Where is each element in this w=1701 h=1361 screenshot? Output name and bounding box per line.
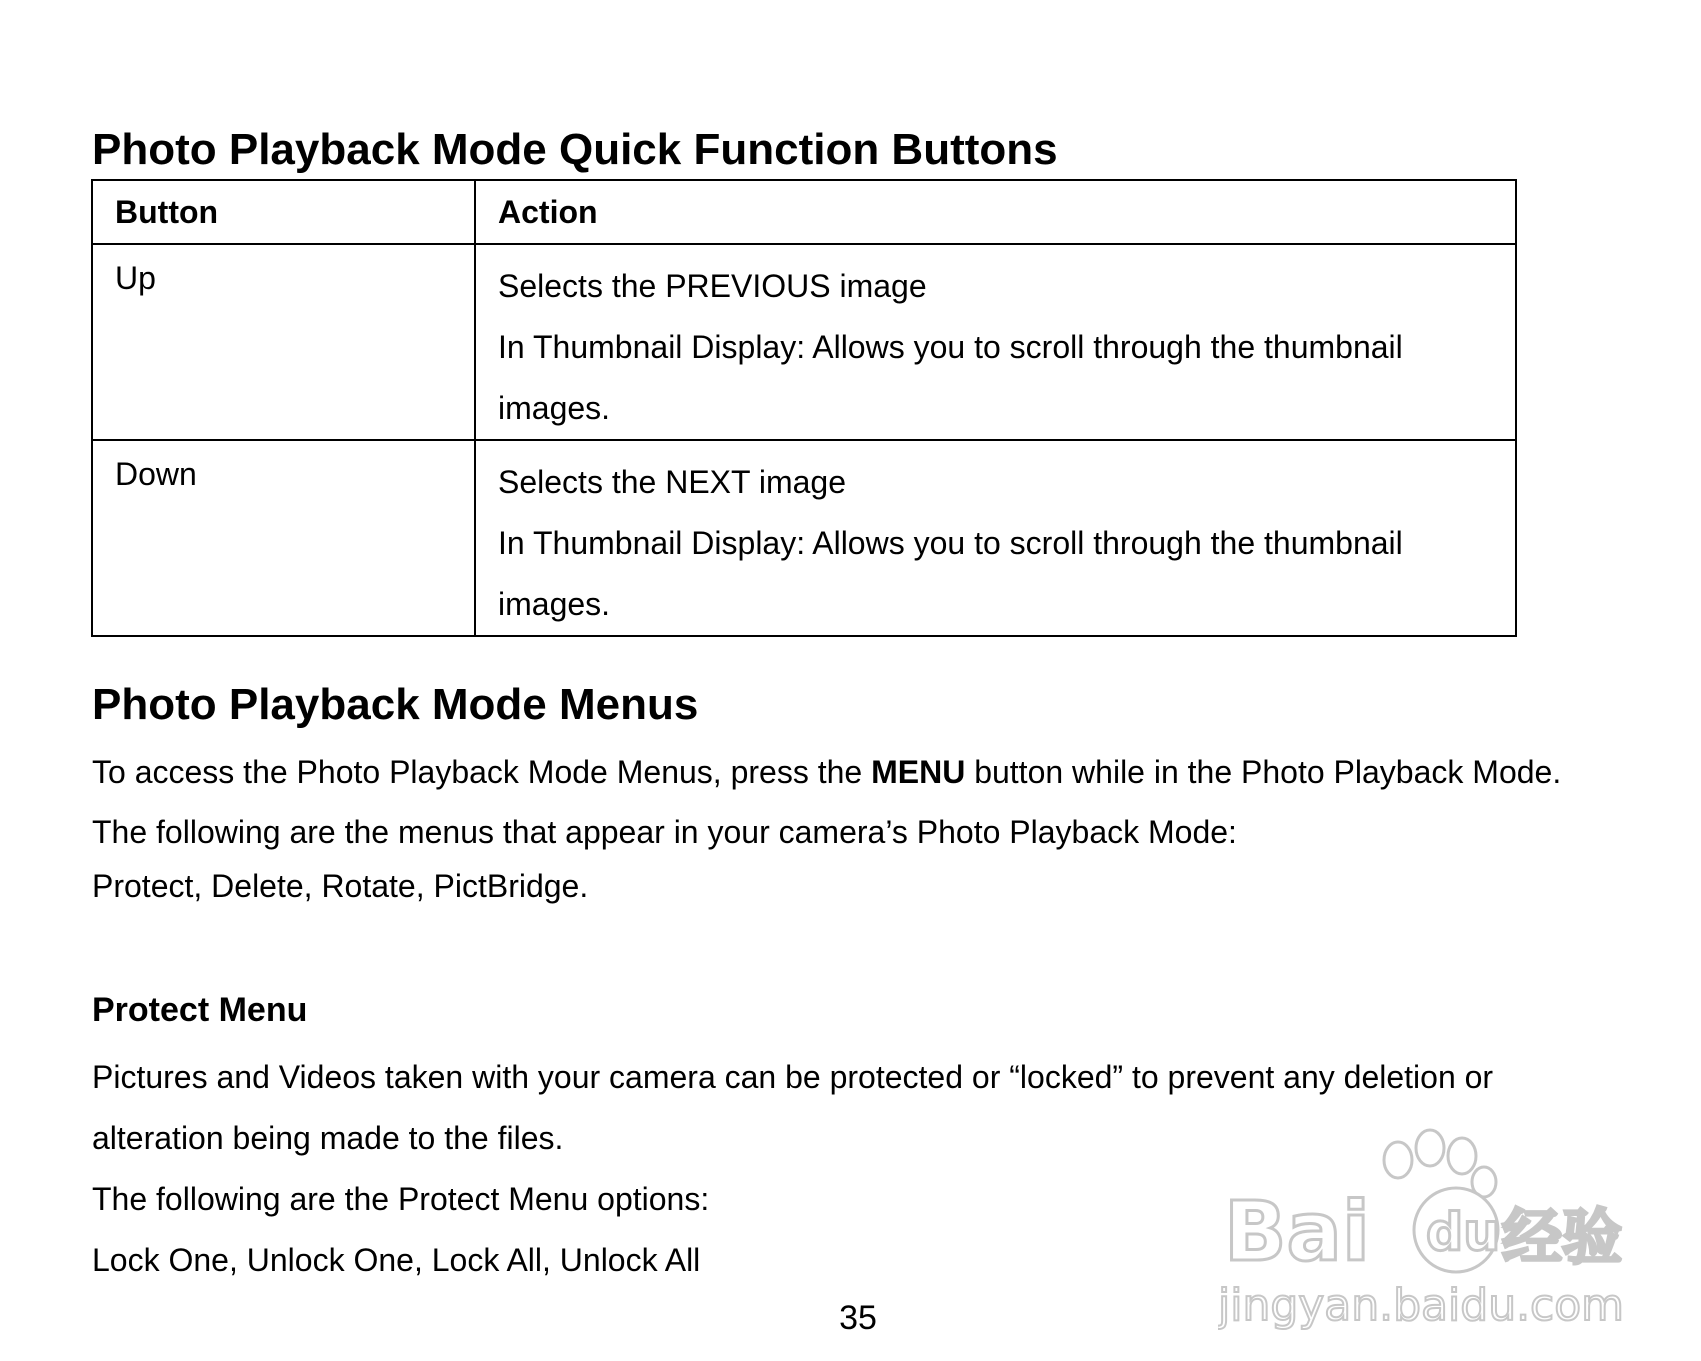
section-title-quick-function-buttons: Photo Playback Mode Quick Function Buttons xyxy=(92,125,1058,174)
section-title-protect-menu: Protect Menu xyxy=(92,991,308,1029)
page-number: 35 xyxy=(839,1299,877,1337)
svg-text:jingyan.baidu.com: jingyan.baidu.com xyxy=(1218,1280,1625,1331)
table-cell-button xyxy=(92,244,475,440)
table-cell-action xyxy=(475,244,1516,440)
table-header-button: Button xyxy=(92,180,475,244)
action-line: In Thumbnail Display: Allows you to scroll through the thumbnail xyxy=(498,329,1403,365)
access-text-post: button while in the Photo Playback Mode. xyxy=(965,754,1562,790)
section-title-playback-menus: Photo Playback Mode Menus xyxy=(92,680,699,729)
table-header-row xyxy=(92,180,1516,244)
access-instructions xyxy=(92,752,1561,792)
table-row xyxy=(92,440,1516,636)
protect-description-line: alteration being made to the files. xyxy=(92,1120,564,1156)
quick-function-table xyxy=(91,179,1517,637)
access-text-pre: To access the Photo Playback Mode Menus, press the xyxy=(92,754,872,790)
table-cell-action xyxy=(475,440,1516,636)
button-name-down: Down xyxy=(115,456,197,492)
menu-keyword: MENU xyxy=(871,754,966,790)
action-line: images. xyxy=(498,586,611,622)
menus-list-text: Protect, Delete, Rotate, PictBridge. xyxy=(92,868,589,904)
table-row xyxy=(92,244,1516,440)
menus-intro-text: The following are the menus that appear in your camera’s Photo Playback Mode: xyxy=(92,814,1237,850)
protect-description-line: Pictures and Videos taken with your camera can be protected or “locked” to prevent any deletion or xyxy=(92,1059,1494,1095)
table-header-action: Action xyxy=(475,180,1516,244)
action-line: In Thumbnail Display: Allows you to scroll through the thumbnail xyxy=(498,525,1403,561)
button-name-up: Up xyxy=(115,260,156,296)
action-line: images. xyxy=(498,390,611,426)
svg-text:经验: 经验 xyxy=(1502,1203,1622,1273)
svg-text:du: du xyxy=(1426,1203,1501,1263)
paw-icon xyxy=(1218,1118,1628,1338)
table-cell-button xyxy=(92,440,475,636)
baidu-watermark xyxy=(1218,1118,1628,1338)
protect-options-list: Lock One, Unlock One, Lock All, Unlock All xyxy=(92,1242,701,1278)
action-line: Selects the NEXT image xyxy=(498,464,847,500)
action-line: Selects the PREVIOUS image xyxy=(498,268,927,304)
svg-text:Bai: Bai xyxy=(1224,1185,1370,1280)
protect-options-intro: The following are the Protect Menu options: xyxy=(92,1181,710,1217)
